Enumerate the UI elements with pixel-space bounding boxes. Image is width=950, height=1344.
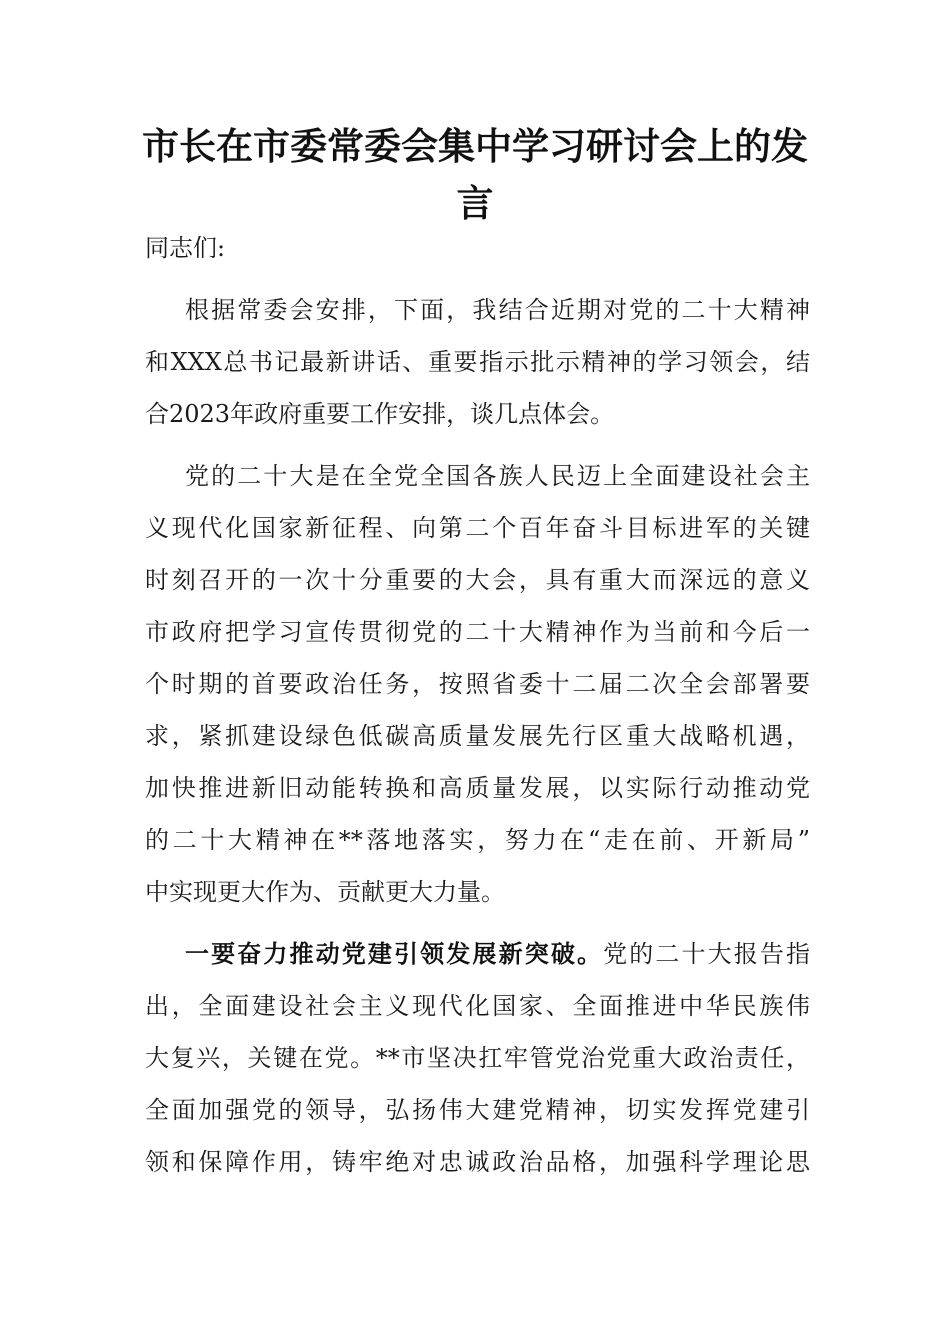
paragraph-line: 的二十大精神在**落地落实，努力在“走在前、开新局” bbox=[145, 826, 810, 854]
paragraph-line: 和XXX总书记最新讲话、重要指示批示精神的学习领会，结 bbox=[145, 348, 810, 376]
paragraph-line: 根据常委会安排，下面，我结合近期对党的二十大精神 bbox=[185, 296, 810, 324]
document-title: 市长在市委常委会集中学习研讨会上的发言 bbox=[142, 124, 808, 225]
paragraph-line: 义现代化国家新征程、向第二个百年奋斗目标进军的关键 bbox=[145, 514, 810, 542]
paragraph-intro bbox=[145, 284, 810, 440]
paragraph-line: 全面加强党的领导，弘扬伟大建党精神，切实发挥党建引 bbox=[145, 1096, 810, 1124]
paragraph-line: 党的二十大是在全党全国各族人民迈上全面建设社会主 bbox=[185, 462, 810, 490]
paragraph-line: 个时期的首要政治任务，按照省委十二届二次全会部署要 bbox=[145, 670, 810, 698]
paragraph-line: 大复兴，关键在党。**市坚决扛牢管党治党重大政治责任， bbox=[145, 1044, 810, 1072]
paragraph-line: 领和保障作用，铸牢绝对忠诚政治品格，加强科学理论思 bbox=[145, 1148, 810, 1176]
paragraph-line: 中实现更大作为、贡献更大力量。 bbox=[145, 878, 505, 906]
paragraph-point-one bbox=[145, 928, 810, 1188]
paragraph-line: 合2023年政府重要工作安排，谈几点体会。 bbox=[145, 400, 615, 428]
document-body bbox=[145, 222, 810, 1198]
paragraph-line: 出，全面建设社会主义现代化国家、全面推进中华民族伟 bbox=[145, 992, 810, 1020]
paragraph-line bbox=[145, 928, 810, 980]
section-heading-lead: 一要奋力推动党建引领发展新突破。 bbox=[185, 939, 604, 968]
paragraph-line: 求，紧抓建设绿色低碳高质量发展先行区重大战略机遇， bbox=[145, 722, 810, 750]
paragraph-line: 市政府把学习宣传贯彻党的二十大精神作为当前和今后一 bbox=[145, 618, 810, 646]
paragraph-line: 加快推进新旧动能转换和高质量发展，以实际行动推动党 bbox=[145, 774, 810, 802]
paragraph-background bbox=[145, 450, 810, 918]
greeting: 同志们: bbox=[145, 234, 226, 262]
section-heading-rest: 党的二十大报告指 bbox=[603, 940, 811, 968]
paragraph-line: 时刻召开的一次十分重要的大会，具有重大而深远的意义 bbox=[145, 566, 810, 594]
